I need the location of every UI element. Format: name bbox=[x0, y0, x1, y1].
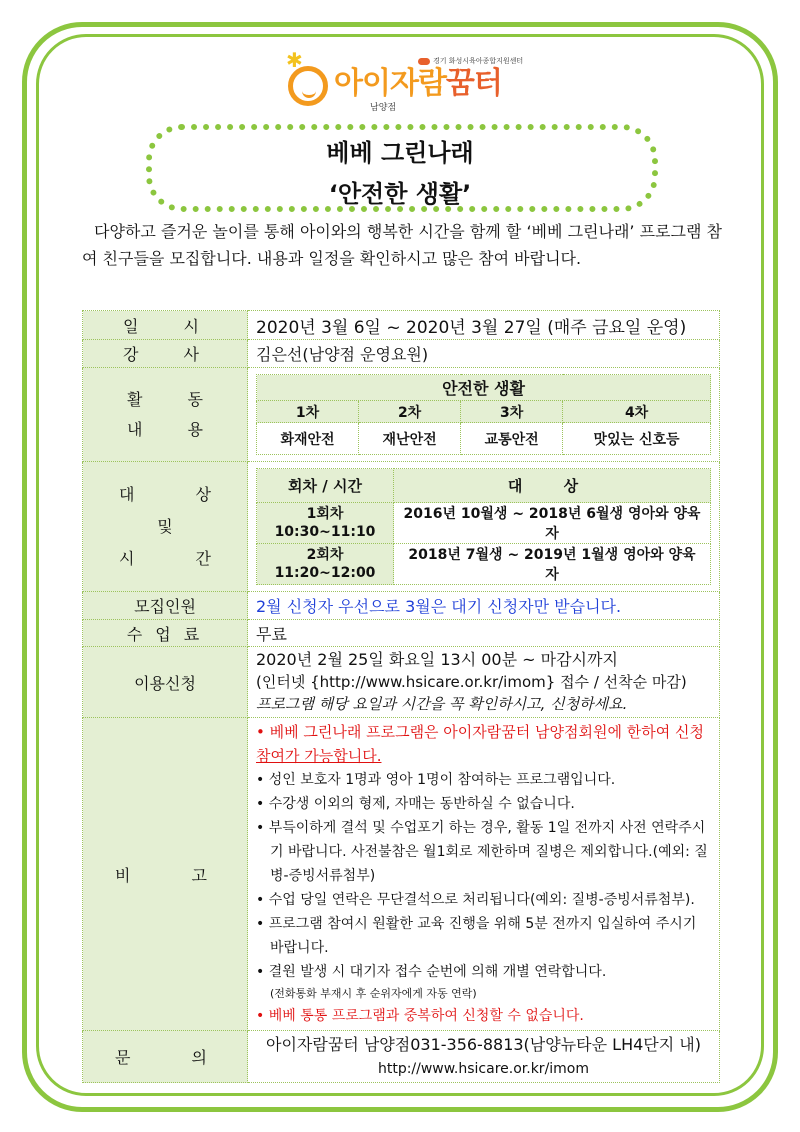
smiley-icon bbox=[288, 66, 328, 106]
label-recruit: 모집인원 bbox=[83, 592, 248, 620]
target-row1-target: 2016년 10월생 ~ 2018년 6월생 영아와 양육자 bbox=[394, 503, 711, 544]
label-target bbox=[83, 462, 248, 592]
session-1: 1차 bbox=[257, 401, 359, 423]
note-3: • 부득이하게 결석 및 수업포기 하는 경우, 활동 1일 전까지 사전 연락주시기 바랍니다. 사전불참은 월1회로 제한하며 질병은 제외합니다.(예외: 질병-증빙서류첨부) bbox=[256, 820, 708, 884]
title-line2: ‘안전한 생활’ bbox=[328, 180, 472, 208]
apply-line2: (인터넷 {http://www.hsicare.or.kr/imom} 접수 / 선착순 마감) bbox=[256, 673, 687, 691]
apply-line1: 2020년 2월 25일 화요일 13시 00분 ~ 마감시까지 bbox=[256, 650, 618, 669]
note-2: • 수강생 이외의 형제, 자매는 동반하실 수 없습니다. bbox=[256, 796, 575, 812]
target-row2-timeval: 11:20~12:00 bbox=[274, 565, 376, 581]
topic-4: 맛있는 신호등 bbox=[563, 423, 711, 455]
contact-url[interactable]: http://www.hsicare.or.kr/imom bbox=[377, 1060, 590, 1077]
note-6: • 결원 발생 시 대기자 접수 순번에 의해 개별 연락합니다. bbox=[256, 964, 607, 980]
apply-cell bbox=[248, 647, 720, 718]
notes-list bbox=[256, 720, 709, 1028]
row-target bbox=[83, 462, 720, 592]
target-table bbox=[256, 468, 711, 585]
label-instructor: 강 사 bbox=[83, 340, 248, 368]
apply-line3: 프로그램 해당 요일과 시간을 꼭 확인하시고, 신청하세요. bbox=[256, 695, 628, 713]
row-recruit bbox=[83, 592, 720, 620]
row-apply bbox=[83, 647, 720, 718]
target-row1-session: 1회차 bbox=[306, 506, 344, 522]
note-5: • 프로그램 참여시 원활한 교육 진행을 위해 5분 전까지 입실하여 주시기 바랍니다. bbox=[256, 916, 697, 956]
label-activity bbox=[83, 368, 248, 462]
topic-1: 화재안전 bbox=[257, 423, 359, 455]
activity-table bbox=[256, 374, 711, 455]
label-activity-1: 활 동 bbox=[127, 389, 223, 409]
session-3: 3차 bbox=[461, 401, 563, 423]
value-fee: 무료 bbox=[248, 620, 720, 647]
activity-theme: 안전한 생활 bbox=[257, 375, 711, 401]
target-col1-header: 회차 / 시간 bbox=[257, 469, 394, 503]
label-target-3: 시 간 bbox=[119, 548, 239, 568]
logo-branch: 남양점 bbox=[370, 103, 397, 113]
label-notes: 비 고 bbox=[83, 718, 248, 1031]
label-contact: 문 의 bbox=[83, 1031, 248, 1083]
logo bbox=[284, 48, 524, 113]
contact-cell bbox=[248, 1031, 720, 1083]
value-recruit: 2월 신청자 우선으로 3월은 대기 신청자만 받습니다. bbox=[248, 592, 720, 620]
topic-3: 교통안전 bbox=[461, 423, 563, 455]
session-2: 2차 bbox=[359, 401, 461, 423]
star-icon: ✱ bbox=[286, 48, 303, 72]
note-red1b: 참여가 가능합니다. bbox=[256, 747, 382, 765]
row-contact bbox=[83, 1031, 720, 1083]
activity-cell bbox=[248, 368, 720, 462]
note-red1: • 베베 그린나래 프로그램은 아이자람꿈터 남양점회원에 한하여 신청 bbox=[256, 723, 704, 741]
label-activity-2: 내 용 bbox=[127, 419, 223, 439]
target-row1-time bbox=[257, 503, 394, 544]
target-col2-header: 대 상 bbox=[394, 469, 711, 503]
target-row1-timeval: 10:30~11:10 bbox=[274, 524, 376, 540]
label-apply: 이용신청 bbox=[83, 647, 248, 718]
row-notes bbox=[83, 718, 720, 1031]
notes-cell bbox=[248, 718, 720, 1031]
label-target-1: 대 상 bbox=[119, 484, 239, 504]
logo-name bbox=[334, 66, 502, 102]
title-line1: 베베 그린나래 bbox=[326, 139, 474, 167]
row-date bbox=[83, 311, 720, 340]
note-small: (전화통화 부재시 후 순위자에게 자동 연락) bbox=[270, 987, 477, 1000]
label-date: 일 시 bbox=[83, 311, 248, 340]
label-fee: 수 업 료 bbox=[83, 620, 248, 647]
org-icon bbox=[418, 58, 430, 65]
value-date: 2020년 3월 6일 ~ 2020년 3월 27일 (매주 금요일 운영) bbox=[248, 311, 720, 340]
org-label bbox=[418, 56, 523, 66]
logo-name-part1: 아이자람 bbox=[334, 66, 446, 101]
target-row2-session: 2회차 bbox=[306, 547, 344, 563]
session-4: 4차 bbox=[563, 401, 711, 423]
target-row2-time bbox=[257, 544, 394, 585]
label-target-2: 및 bbox=[157, 516, 173, 536]
logo-name-part2: 꿈터 bbox=[445, 66, 502, 101]
row-activity bbox=[83, 368, 720, 462]
info-table bbox=[82, 310, 720, 1083]
row-fee bbox=[83, 620, 720, 647]
topic-2: 재난안전 bbox=[359, 423, 461, 455]
note-red2: • 베베 통통 프로그램과 중복하여 신청할 수 없습니다. bbox=[256, 1008, 584, 1024]
target-row2-target: 2018년 7월생 ~ 2019년 1월생 영아와 양육자 bbox=[394, 544, 711, 585]
org-name: 경기 화성시육아종합지원센터 bbox=[433, 57, 524, 65]
note-1: • 성인 보호자 1명과 영아 1명이 참여하는 프로그램입니다. bbox=[256, 772, 616, 788]
intro-text: 다양하고 즐거운 놀이를 통해 아이와의 행복한 시간을 함께 할 ‘베베 그린나래’ 프로그램 참여 친구들을 모집합니다. 내용과 일정을 확인하시고 많은 참여 바랍니다. bbox=[82, 222, 722, 268]
row-instructor bbox=[83, 340, 720, 368]
value-instructor: 김은선(남양점 운영요원) bbox=[248, 340, 720, 368]
contact-line1: 아이자람꿈터 남양점031-356-8813(남양뉴타운 LH4단지 내) bbox=[266, 1034, 701, 1054]
note-4: • 수업 당일 연락은 무단결석으로 처리됩니다(예외: 질병-증빙서류첨부). bbox=[256, 892, 695, 908]
target-cell bbox=[248, 462, 720, 592]
